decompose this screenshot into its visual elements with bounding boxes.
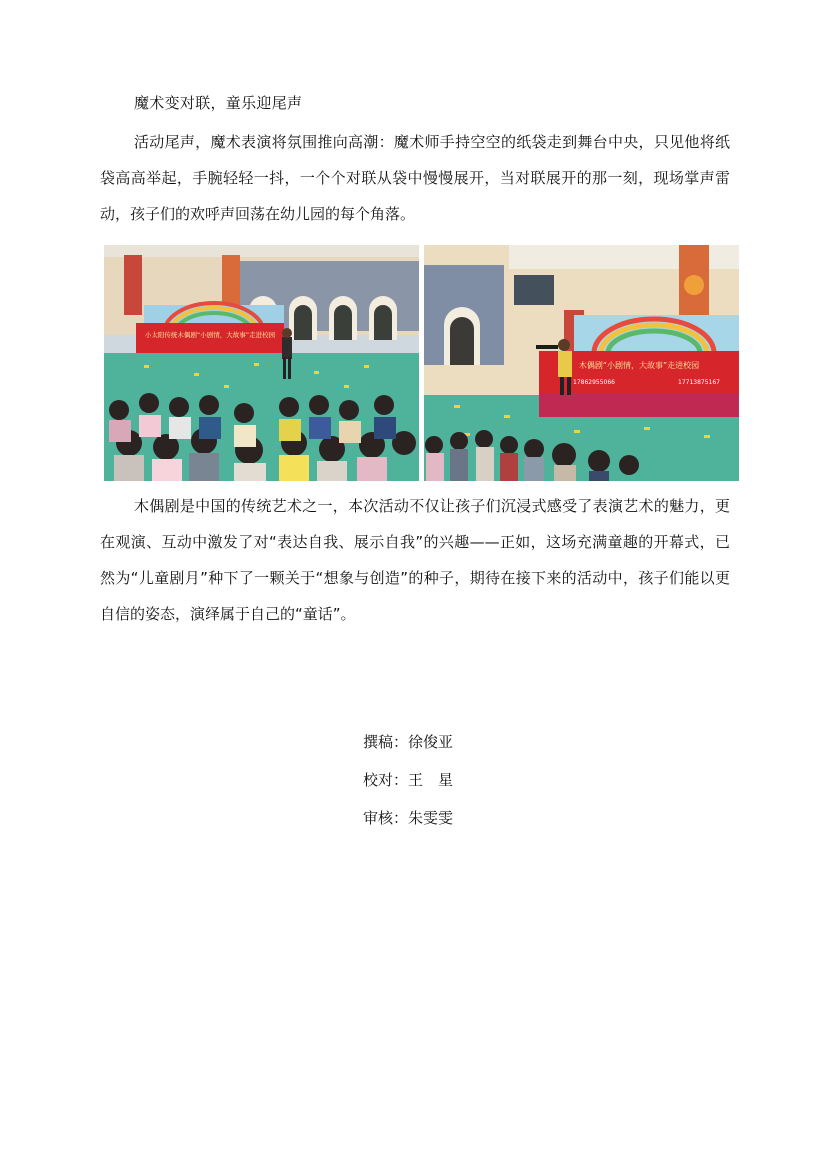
banner-phone-2: 17713875167	[678, 379, 720, 386]
credit-proofreader: 校对：王 星	[363, 771, 454, 789]
credit-writer: 撰稿：徐俊亚	[363, 733, 454, 751]
photo-row	[104, 245, 739, 481]
banner-phone-1: 17862955066	[573, 379, 615, 386]
credit-reviewer: 审核：朱雯雯	[363, 809, 454, 827]
section-heading: 魔术变对联，童乐迎尾声	[134, 94, 303, 112]
paragraph-conclusion: 木偶剧是中国的传统艺术之一，本次活动不仅让孩子们沉浸式感受了表演艺术的魅力，更在观演、互动中激发了对“表达自我、展示自我”的兴趣——正如，这场充满童趣的开幕式，已然为“儿童剧月”种下了一颗关于“想象与创造”的种子，期待在接下来的活动中，孩子们能以更自信的姿态，演绎属于自己的“童话”。	[100, 497, 730, 623]
photo-performance-right	[424, 245, 739, 481]
banner-text-left: 小太阳传统木偶剧“小剧情，大故事”走进校园	[144, 331, 276, 339]
banner-text-right: 木偶剧“小剧情，大故事”走进校园	[578, 361, 700, 370]
paragraph-magic: 活动尾声，魔术表演将氛围推向高潮：魔术师手持空空的纸袋走到舞台中央，只见他将纸袋高高举起，手腕轻轻一抖，一个个对联从袋中慢慢展开，当对联展开的那一刻，现场掌声雷动，孩子们的欢呼声回荡在幼儿园的每个角落。	[100, 133, 730, 223]
photo-performance-left	[104, 245, 419, 481]
